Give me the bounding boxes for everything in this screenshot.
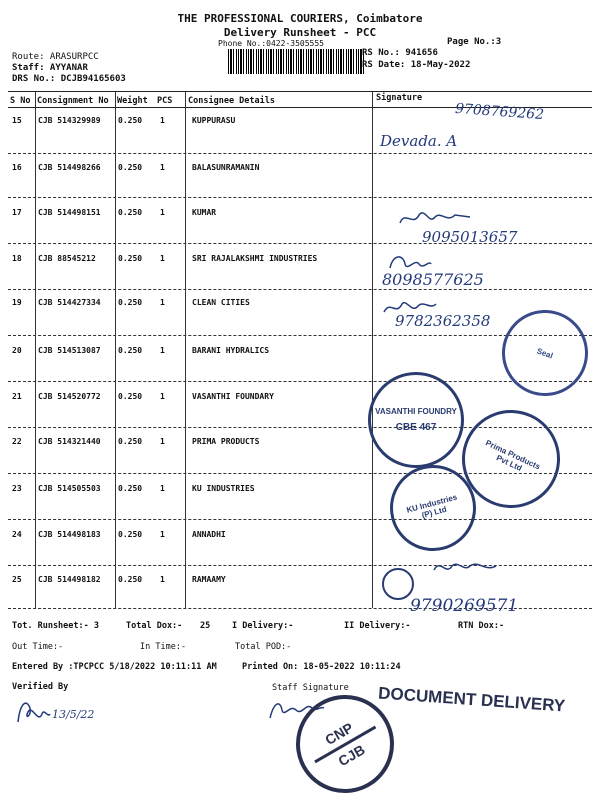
row-sno: 18 bbox=[12, 254, 22, 263]
row-consignment: CJB 514427334 bbox=[38, 298, 101, 307]
row-divider bbox=[8, 197, 592, 198]
col-header-weight: Weight bbox=[117, 96, 148, 106]
staff-signature-label: Staff Signature bbox=[272, 683, 349, 693]
row-consignment: CJB 88545212 bbox=[38, 254, 96, 263]
row-pcs: 1 bbox=[160, 530, 165, 539]
staff-label: Staff: AYYANAR bbox=[12, 63, 88, 73]
row-sno: 23 bbox=[12, 484, 22, 493]
row-weight: 0.250 bbox=[118, 163, 143, 172]
row-divider bbox=[8, 519, 592, 520]
verified-date: 13/5/22 bbox=[52, 708, 95, 721]
row-consignee: ANNADHI bbox=[192, 530, 226, 539]
signature-scribble-icon bbox=[395, 205, 475, 230]
row-weight: 0.250 bbox=[118, 484, 143, 493]
column-divider bbox=[185, 91, 186, 608]
row-consignment: CJB 514513087 bbox=[38, 346, 101, 355]
page-number: Page No.:3 bbox=[447, 37, 502, 47]
stamp-text: CJB bbox=[335, 740, 368, 769]
handwritten-phone: 9708769262 bbox=[454, 100, 545, 124]
table-top-rule bbox=[8, 91, 592, 92]
row-sno: 16 bbox=[12, 163, 22, 172]
row-consignee: RAMAAMY bbox=[192, 575, 226, 584]
row-consignment: CJB 514321440 bbox=[38, 437, 101, 446]
i-delivery: I Delivery:- bbox=[232, 621, 294, 631]
row-weight: 0.250 bbox=[118, 346, 143, 355]
row-pcs: 1 bbox=[160, 346, 165, 355]
row-weight: 0.250 bbox=[118, 298, 143, 307]
row-weight: 0.250 bbox=[118, 437, 143, 446]
rs-date: RS Date: 18-May-2022 bbox=[362, 60, 471, 70]
row-sno: 19 bbox=[12, 298, 22, 307]
row-consignment: CJB 514498182 bbox=[38, 575, 101, 584]
column-divider bbox=[115, 91, 116, 608]
col-header-pcs: PCS bbox=[157, 96, 173, 106]
row-consignment: CJB 514498183 bbox=[38, 530, 101, 539]
row-sno: 21 bbox=[12, 392, 22, 401]
col-header-consignee: Consignee Details bbox=[188, 96, 275, 106]
row-divider bbox=[8, 289, 592, 290]
handwritten-phone: 9790269571 bbox=[410, 596, 519, 616]
total-runsheet: Tot. Runsheet:- 3 bbox=[12, 621, 99, 631]
stamp-text: CNP bbox=[321, 718, 356, 748]
row-divider bbox=[8, 565, 592, 566]
row-consignment: CJB 514329989 bbox=[38, 116, 101, 125]
row-sno: 17 bbox=[12, 208, 22, 217]
row-divider bbox=[8, 381, 592, 382]
company-name: THE PROFESSIONAL COURIERS, Coimbatore bbox=[177, 12, 423, 25]
row-consignee: KUMAR bbox=[192, 208, 217, 217]
row-sno: 15 bbox=[12, 116, 22, 125]
row-pcs: 1 bbox=[160, 484, 165, 493]
row-consignee: BALASUNRAMANIN bbox=[192, 163, 260, 172]
row-consignee: SRI RAJALAKSHMI INDUSTRIES bbox=[192, 254, 318, 263]
row-consignment: CJB 514498151 bbox=[38, 208, 101, 217]
row-pcs: 1 bbox=[160, 163, 165, 172]
row-pcs: 1 bbox=[160, 575, 165, 584]
row-weight: 0.250 bbox=[118, 208, 143, 217]
row-pcs: 1 bbox=[160, 392, 165, 401]
row-pcs: 1 bbox=[160, 208, 165, 217]
row-weight: 0.250 bbox=[118, 530, 143, 539]
row-pcs: 1 bbox=[160, 116, 165, 125]
stamp-text: Prima Products Pvt Ltd bbox=[484, 438, 542, 473]
printed-on: Printed On: 18-05-2022 10:11:24 bbox=[242, 662, 401, 672]
phone-number: Phone No.:0422-3505555 bbox=[218, 39, 324, 48]
ii-delivery: II Delivery:- bbox=[344, 621, 411, 631]
row-consignment: CJB 514498266 bbox=[38, 163, 101, 172]
row-weight: 0.250 bbox=[118, 116, 143, 125]
stamp-text: KU Industries (P) Ltd bbox=[405, 492, 459, 520]
stamp-code: CBE 467 bbox=[395, 422, 437, 433]
row-consignee: KUPPURASU bbox=[192, 116, 236, 125]
total-dox-label: Total Dox:- bbox=[126, 621, 183, 631]
row-divider bbox=[8, 153, 592, 154]
column-divider bbox=[372, 91, 373, 608]
row-weight: 0.250 bbox=[118, 575, 143, 584]
company-seal-stamp: Seal bbox=[490, 298, 600, 408]
barcode-image bbox=[228, 49, 364, 74]
total-pod: Total POD:- bbox=[235, 642, 292, 652]
handwritten-phone: 9095013657 bbox=[422, 228, 518, 246]
route-label: Route: ARASURPCC bbox=[12, 52, 99, 62]
row-consignment: CJB 514505503 bbox=[38, 484, 101, 493]
handwritten-phone: 9782362358 bbox=[395, 312, 491, 330]
column-divider bbox=[35, 91, 36, 608]
row-pcs: 1 bbox=[160, 437, 165, 446]
rtn-dox: RTN Dox:- bbox=[458, 621, 505, 631]
row-consignee: PRIMA PRODUCTS bbox=[192, 437, 260, 446]
row-pcs: 1 bbox=[160, 298, 165, 307]
out-time: Out Time:- bbox=[12, 642, 64, 652]
row-sno: 24 bbox=[12, 530, 22, 539]
verified-by-label: Verified By bbox=[12, 682, 69, 692]
entered-by: Entered By :TPCPCC 5/18/2022 10:11:11 AM bbox=[12, 662, 217, 672]
stamp-text: VASANTHI FOUNDRY bbox=[375, 407, 457, 416]
row-weight: 0.250 bbox=[118, 254, 143, 263]
col-header-consignment: Consignment No bbox=[37, 96, 109, 106]
drs-number: DRS No.: DCJB94165603 bbox=[12, 74, 126, 84]
document-delivery-stamp: DOCUMENT DELIVERY bbox=[377, 683, 566, 716]
row-consignee: CLEAN CITIES bbox=[192, 298, 250, 307]
small-circle-stamp bbox=[382, 568, 414, 600]
row-consignee: KU INDUSTRIES bbox=[192, 484, 255, 493]
row-weight: 0.250 bbox=[118, 392, 143, 401]
signature-scribble-icon bbox=[430, 556, 500, 578]
row-pcs: 1 bbox=[160, 254, 165, 263]
row-consignee: VASANTHI FOUNDARY bbox=[192, 392, 274, 401]
in-time: In Time:- bbox=[140, 642, 187, 652]
row-sno: 25 bbox=[12, 575, 22, 584]
row-sno: 22 bbox=[12, 437, 22, 446]
handwritten-phone: 8098577625 bbox=[382, 270, 484, 289]
row-consignment: CJB 514520772 bbox=[38, 392, 101, 401]
row-consignee: BARANI HYDRALICS bbox=[192, 346, 270, 355]
rs-number: RS No.: 941656 bbox=[362, 48, 438, 58]
document-title: Delivery Runsheet - PCC bbox=[223, 26, 377, 39]
verifier-signature-icon bbox=[14, 694, 54, 728]
total-dox-value: 25 bbox=[200, 621, 211, 631]
row-sno: 20 bbox=[12, 346, 22, 355]
col-header-signature: Signature bbox=[376, 93, 423, 103]
vasanthi-stamp bbox=[368, 372, 464, 468]
handwritten-signature: Devada. A bbox=[380, 132, 458, 150]
col-header-sno: S No bbox=[10, 96, 31, 106]
